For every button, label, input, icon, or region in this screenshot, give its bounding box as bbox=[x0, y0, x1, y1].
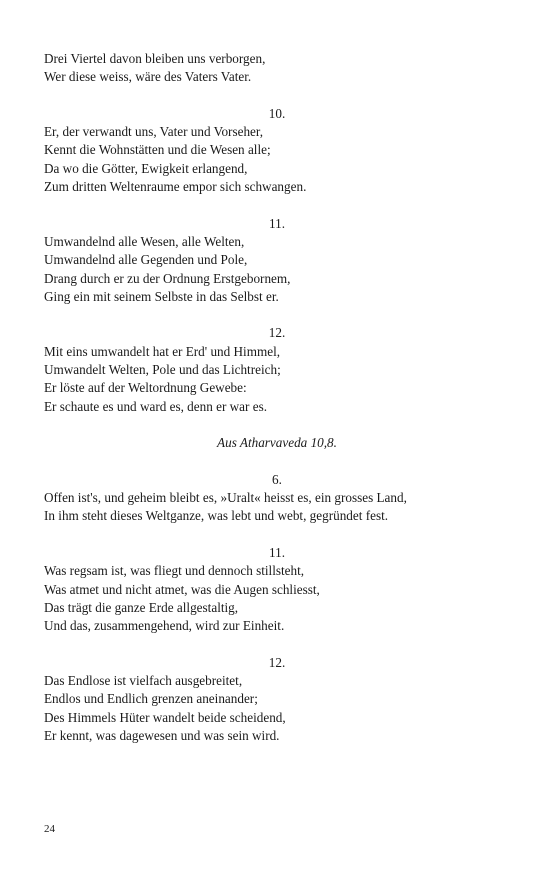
verse-line: Umwandelt Welten, Pole und das Lichtreich; bbox=[44, 362, 281, 378]
stanza-number: 12. bbox=[268, 654, 286, 670]
verse-line: Er schaute es und ward es, denn er war es. bbox=[44, 398, 268, 414]
verse-line: Da wo die Götter, Ewigkeit erlangend, bbox=[44, 160, 248, 176]
verse-line: Er kennt, was dagewesen und was sein wird. bbox=[44, 727, 280, 743]
stanza-number: 12. bbox=[268, 325, 286, 341]
verse-line: Was atmet und nicht atmet, was die Augen schliesst, bbox=[44, 581, 320, 597]
stanza-number: 11. bbox=[269, 545, 285, 561]
verse-line: Mit eins umwandelt hat er Erd' und Himmel, bbox=[44, 343, 281, 359]
verse-line: Kennt die Wohnstätten und die Wesen alle; bbox=[44, 142, 271, 158]
stanza-12-b bbox=[44, 654, 510, 745]
verse-line: Umwandelnd alle Wesen, alle Welten, bbox=[44, 233, 245, 249]
verse-line: Er löste auf der Weltordnung Gewebe: bbox=[44, 380, 247, 396]
verse-line: Das trägt die ganze Erde allgestaltig, bbox=[44, 599, 239, 615]
verse-line: Er, der verwandt uns, Vater und Vorseher, bbox=[44, 124, 264, 140]
verse-line: Des Himmels Hüter wandelt beide scheidend, bbox=[44, 709, 286, 725]
poem-text bbox=[44, 50, 510, 764]
stanza-number: 11. bbox=[269, 215, 285, 231]
verse-line: Ging ein mit seinem Selbste in das Selbst er. bbox=[44, 288, 279, 304]
stanza-number: 6. bbox=[272, 471, 282, 487]
verse-line: Endlos und Endlich grenzen aneinander; bbox=[44, 691, 258, 707]
stanza-11-b bbox=[44, 544, 510, 635]
stanza-6 bbox=[44, 471, 510, 526]
verse-line: Wer diese weiss, wäre des Vaters Vater. bbox=[44, 69, 252, 85]
verse-line: Drei Viertel davon bleiben uns verborgen, bbox=[44, 51, 266, 66]
opening-stanza bbox=[44, 50, 510, 87]
verse-line: Offen ist's, und geheim bleibt es, »Uralt« heisst es, ein grosses Land, bbox=[44, 490, 407, 506]
page-number: 24 bbox=[44, 823, 55, 835]
stanza-number: 10. bbox=[268, 105, 286, 121]
verse-line: Was regsam ist, was fliegt und dennoch stillsteht, bbox=[44, 563, 305, 579]
verse-line: Das Endlose ist vielfach ausgebreitet, bbox=[44, 673, 243, 689]
verse-line: Zum dritten Weltenraume empor sich schwangen. bbox=[44, 179, 307, 195]
stanza-10 bbox=[44, 105, 510, 196]
verse-line: In ihm steht dieses Weltganze, was lebt und webt, gegründet fest. bbox=[44, 508, 389, 524]
verse-line: Drang durch er zu der Ordnung Erstgebornem, bbox=[44, 270, 291, 286]
section-heading: Aus Atharvaveda 10,8. bbox=[217, 435, 337, 451]
stanza-12 bbox=[44, 324, 510, 415]
verse-line: Und das, zusammengehend, wird zur Einheit. bbox=[44, 618, 285, 634]
verse-line: Umwandelnd alle Gegenden und Pole, bbox=[44, 252, 248, 268]
stanza-11 bbox=[44, 215, 510, 306]
